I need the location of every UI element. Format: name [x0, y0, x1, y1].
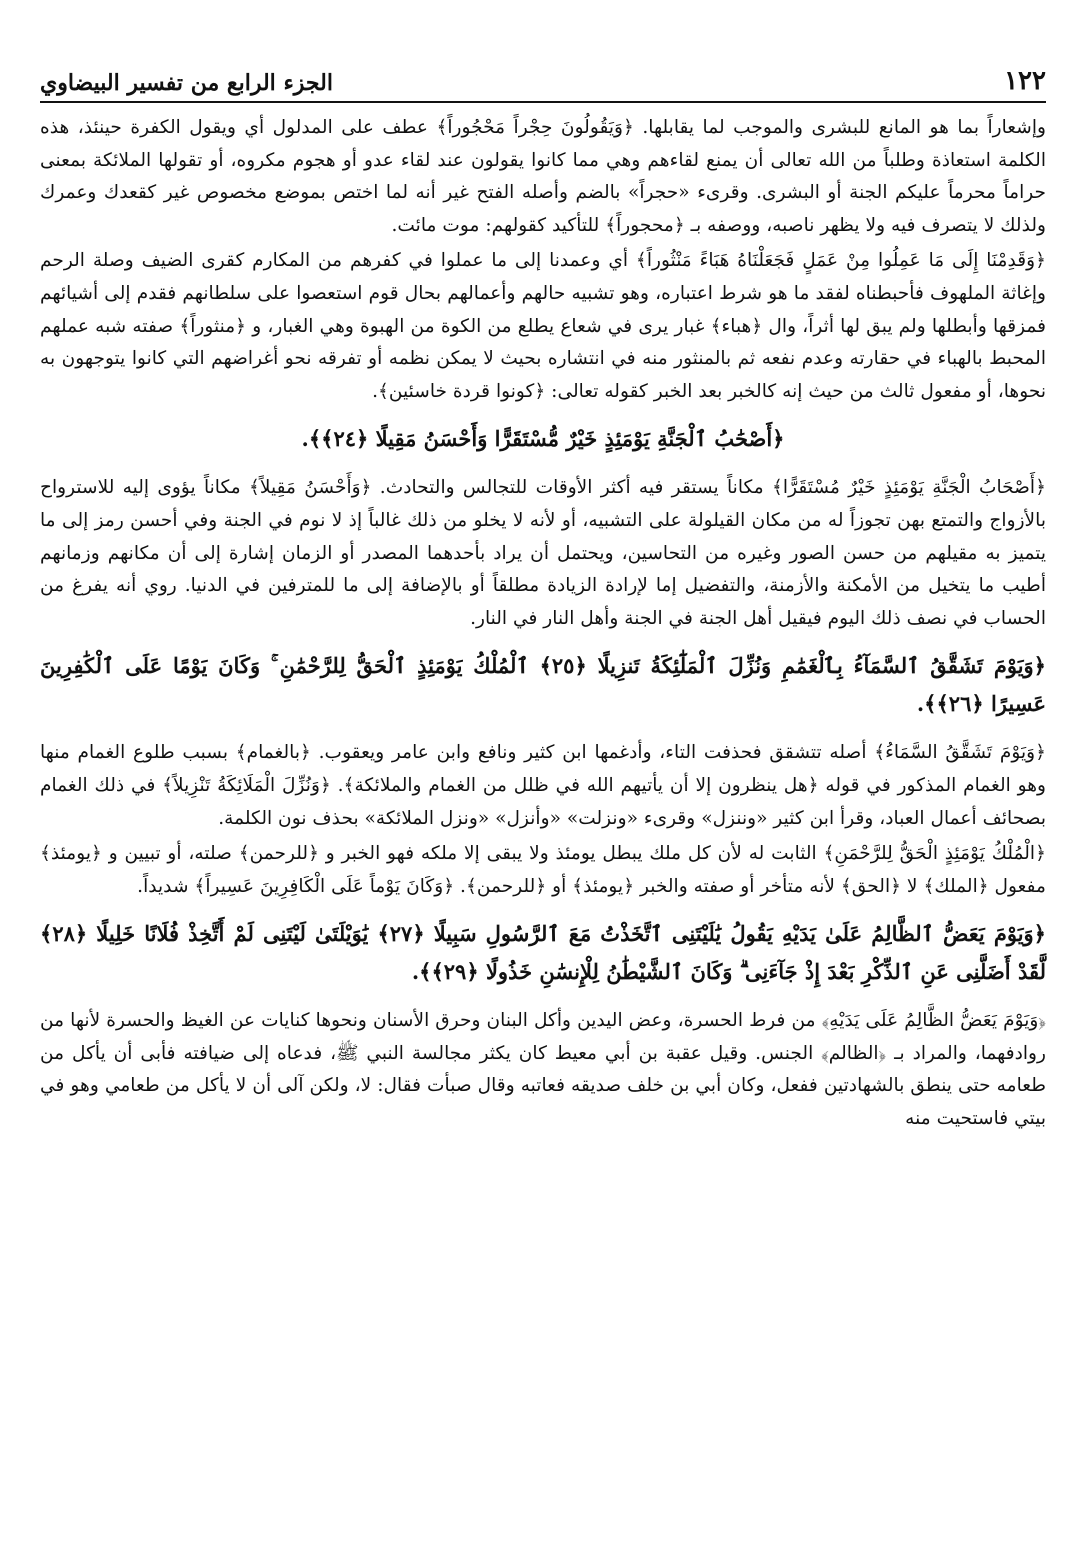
commentary-paragraph: ﴿الْمُلْكُ يَوْمَئِذٍ الْحَقُّ لِلرَّحْمَنِ﴾ الثابت له لأن كل ملك يبطل يومئذ ولا يبقى إلا ملكه فهو الخبر و ﴿للرحمن﴾ صلته، أو تبيين و ﴿يومئذ﴾ مفعول ﴿الملك﴾ لا ﴿الحق﴾ لأنه متأخر أو صفته والخبر ﴿يومئذ﴾ أو ﴿للرحمن﴾. ﴿وَكَانَ يَوْماً عَلَى الْكَافِرِينَ عَسِيراً﴾ شديداً.: [40, 843, 1046, 897]
quran-verse: ﴿أَصْحَٰبُ ٱلْجَنَّةِ يَوْمَئِذٍ خَيْرٌ مُّسْتَقَرًّا وَأَحْسَنُ مَقِيلًا ﴿٢٤﴾﴾.: [301, 426, 785, 452]
commentary-paragraph: ﴿وَقَدِمْنَا إِلَى مَا عَمِلُوا مِنْ عَمَلٍ فَجَعَلْنَاهُ هَبَاءً مَنْثُوراً﴾ أي وعمدنا إلى ما عملوا في كفرهم من المكارم كقرى الضيف وصلة الرحم وإغاثة الملهوف فأحبطناه لفقد ما هو شرط اعتباره، وهو تشبيه حالهم وأعمالهم بحال قوم استعصوا على سلطانهم فقدم إلى أشيائهم فمزقها وأبطلها ولم يبق لها أثراً، وال ﴿هباء﴾ غبار يرى في شعاع يطلع من الكوة من الهبوة وهي الغبار، و ﴿منثوراً﴾ صفته شبه عملهم المحبط بالهباء في حقارته وعدم نفعه ثم بالمنثور منه في انتشاره بحيث لا يمكن نظمه أو تفرقه نحو أغراضهم التي كانوا يتوجهون به نحوها، أو مفعول ثالث من حيث إنه كالخبر بعد الخبر كقوله تعالى: ﴿كونوا قردة خاسئين﴾.: [40, 250, 1046, 402]
commentary-paragraph: وإشعاراً بما هو المانع للبشرى والموجب لما يقابلها. ﴿وَيَقُولُونَ حِجْراً مَحْجُوراً﴾ عطف على المدلول أي ويقول الكفرة حينئذ، هذه الكلمة استعاذة وطلباً من الله تعالى أن يمنع لقاءهم وهي مما كانوا يقولون عند لقاء عدو أو هجوم مكروه، أو تقولها الملائكة بمعنى حراماً محرماً عليكم الجنة أو البشرى. وقرىء «حجراً» بالضم وأصله الفتح غير أنه لما اختص بموضع مخصوص غير كقعدك وعمرك ولذلك لا يتصرف فيه ولا يظهر ناصبه، ووصفه بـ ﴿محجوراً﴾ للتأكيد كقولهم: موت مائت.: [40, 117, 1046, 236]
quran-verse: ﴿وَيَوْمَ يَعَضُّ ٱلظَّالِمُ عَلَىٰ يَدَيْهِ يَقُولُ يَٰلَيْتَنِى ٱتَّخَذْتُ مَعَ ٱلرَّسُولِ سَبِيلًا ﴿٢٧﴾ يَٰوَيْلَتَىٰ لَيْتَنِى لَمْ أَتَّخِذْ فُلَانًا خَلِيلًا ﴿٢٨﴾ لَّقَدْ أَضَلَّنِى عَنِ ٱلذِّكْرِ بَعْدَ إِذْ جَآءَنِى ۗ وَكَانَ ٱلشَّيْطَٰنُ لِلْإِنسَٰنِ خَذُولًا ﴿٢٩﴾﴾.: [40, 921, 1046, 985]
commentary-paragraph: ﴿أَصْحَابُ الْجَنَّةِ يَوْمَئِذٍ خَيْرٌ مُسْتَقَرًّا﴾ مكاناً يستقر فيه أكثر الأوقات للتجالس والتحادث. ﴿وَأَحْسَنُ مَقِيلاً﴾ مكاناً يؤوى إليه للاسترواح بالأزواج والتمتع بهن تجوزاً له من مكان القيلولة على التشبيه، أو لأنه لا يخلو من ذلك غالباً إذ لا نوم في الجنة وفي أحسن رمز إلى ما يتميز به مقيلهم من حسن الصور وغيره من التحاسين، ويحتمل أن يراد بأحدهما المصدر أو الزمان إشارة إلى أن مكانهم وزمانهم أطيب ما يتخيل من الأمكنة والأزمنة، والتفضيل إما لإرادة الزيادة مطلقاً أو بالإضافة إلى ما للمترفين في الدنيا. روي أنه يفرغ من الحساب في نصف ذلك اليوم فيقيل أهل الجنة في الجنة وأهل النار في النار.: [40, 477, 1046, 629]
commentary-paragraph: ﴿وَيَوْمَ يَعَضُّ الظَّالِمُ عَلَى يَدَيْهِ﴾ من فرط الحسرة، وعض اليدين وأكل البنان وحرق الأسنان ونحوها كنايات عن الغيظ والحسرة لأنها من روادفهما، والمراد بـ ﴿الظالم﴾ الجنس. وقيل عقبة بن أبي معيط كان يكثر مجالسة النبي ﷺ، فدعاه إلى ضيافته فأبى أن يأكل من طعامه حتى ينطق بالشهادتين ففعل، وكان أبي بن خلف صديقه فعاتبه وقال صبأت فقال: لا، ولكن آلى أن لا يأكل من طعامي وهو في بيتي فاستحيت منه: [40, 1010, 1046, 1130]
page-number: ١٢٢: [1004, 66, 1046, 96]
page-header: [40, 56, 1046, 96]
page-body: [40, 112, 1046, 1139]
commentary-paragraph: ﴿وَيَوْمَ تَشَقَّقُ السَّمَاءُ﴾ أصله تتشقق فحذفت التاء، وأدغمها ابن كثير ونافع وابن عامر ويعقوب. ﴿بالغمام﴾ بسبب طلوع الغمام منها وهو الغمام المذكور في قوله ﴿هل ينظرون إلا أن يأتيهم الله في ظلل من الغمام والملائكة﴾. ﴿وَنُزِّلَ الْمَلَائِكَةُ تَنْزِيلاً﴾ في ذلك الغمام بصحائف أعمال العباد، وقرأ ابن كثير «وننزل» وقرىء «ونزلت» «وأنزل» «ونزل الملائكة» بحذف نون الكلمة.: [40, 742, 1046, 829]
header-rule: [40, 101, 1046, 103]
quran-verse: ﴿وَيَوْمَ تَشَقَّقُ ٱلسَّمَآءُ بِٱلْغَمَٰمِ وَنُزِّلَ ٱلْمَلَٰٓئِكَةُ تَنزِيلًا ﴿٢٥﴾ ٱلْمُلْكُ يَوْمَئِذٍ ٱلْحَقُّ لِلرَّحْمَٰنِ ۚ وَكَانَ يَوْمًا عَلَى ٱلْكَٰفِرِينَ عَسِيرًا ﴿٢٦﴾﴾.: [40, 653, 1046, 717]
running-title: الجزء الرابع من تفسير البيضاوي: [40, 70, 333, 96]
